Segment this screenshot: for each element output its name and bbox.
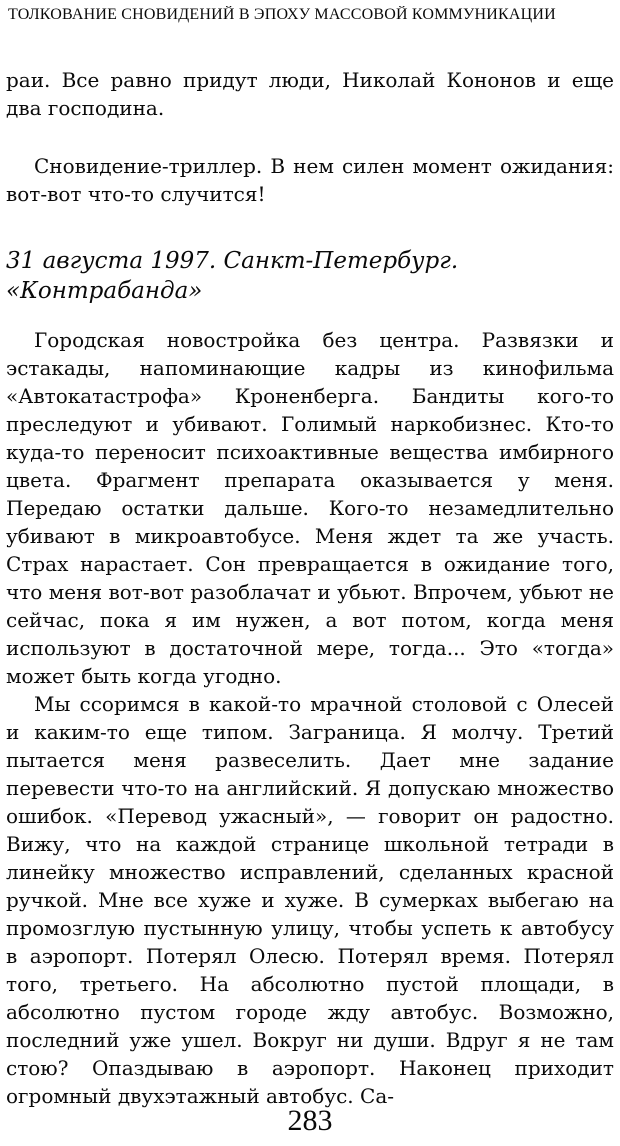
section-heading: [6, 246, 614, 306]
paragraph-dream-quarrel: Мы ссоримся в какой-то мрачной столовой с Олесей и каким-то еще типом. Заграница. Я молчу. Третий пытается меня развеселить. Дает мне задание перевести что-то на английский. Я допускаю множество ошибок. «Перевод ужасный», — говорит он радостно. Вижу, что на каждой странице школьной тетради в линейку множество исправлений, сделанных красной ручкой. Мне все хуже и хуже. В сумерках выбегаю на промозглую пустынную улицу, чтобы успеть к автобусу в аэропорт. Потерял Олесю. Потерял время. Потерял того, третьего. На абсолютно пустой площади, в абсолютно пустом городе жду автобус. Возможно, последний уже ушел. Вокруг ни души. Вдруг я не там стою? Опаздываю в аэропорт. Наконец приходит огромный двухэтажный автобус. Са-: [6, 692, 614, 1108]
paragraph-dream-contraband: Городская новостройка без центра. Развязки и эстакады, напоминающие кадры из кинофильма «Автокатастрофа» Кроненберга. Бандиты кого-то преследуют и убивают. Голимый наркобизнес. Кто-то куда-то переносит психоактивные вещества имбирного цвета. Фрагмент препарата оказывается у меня. Передаю остатки дальше. Кого-то незамедлительно убивают в микроавтобусе. Меня ждет та же участь. Страх нарастает. Сон превращается в ожидание того, что меня вот-вот разоблачат и убьют. Впрочем, убьют не сейчас, пока я им нужен, а вот потом, когда меня используют в достаточной мере, тогда... Это «тогда» может быть когда угодно.: [6, 328, 614, 688]
continued-paragraph: раи. Все равно придут люди, Николай Кононов и еще два господина.: [6, 68, 614, 120]
section-heading-line-1: 31 августа 1997. Санкт-Петербург.: [6, 248, 459, 274]
page-number: 283: [287, 1104, 333, 1137]
section-heading-line-2: «Контрабанда»: [6, 278, 203, 304]
running-head: ТОЛКОВАНИЕ СНОВИДЕНИЙ В ЭПОХУ МАССОВОЙ КОММУНИКАЦИИ: [8, 6, 556, 23]
paragraph-gap: [6, 122, 614, 152]
body-text: [6, 66, 614, 1110]
paragraph-thriller-note: Сновидение-триллер. В нем силен момент ожидания: вот-вот что-то случится!: [6, 154, 614, 206]
